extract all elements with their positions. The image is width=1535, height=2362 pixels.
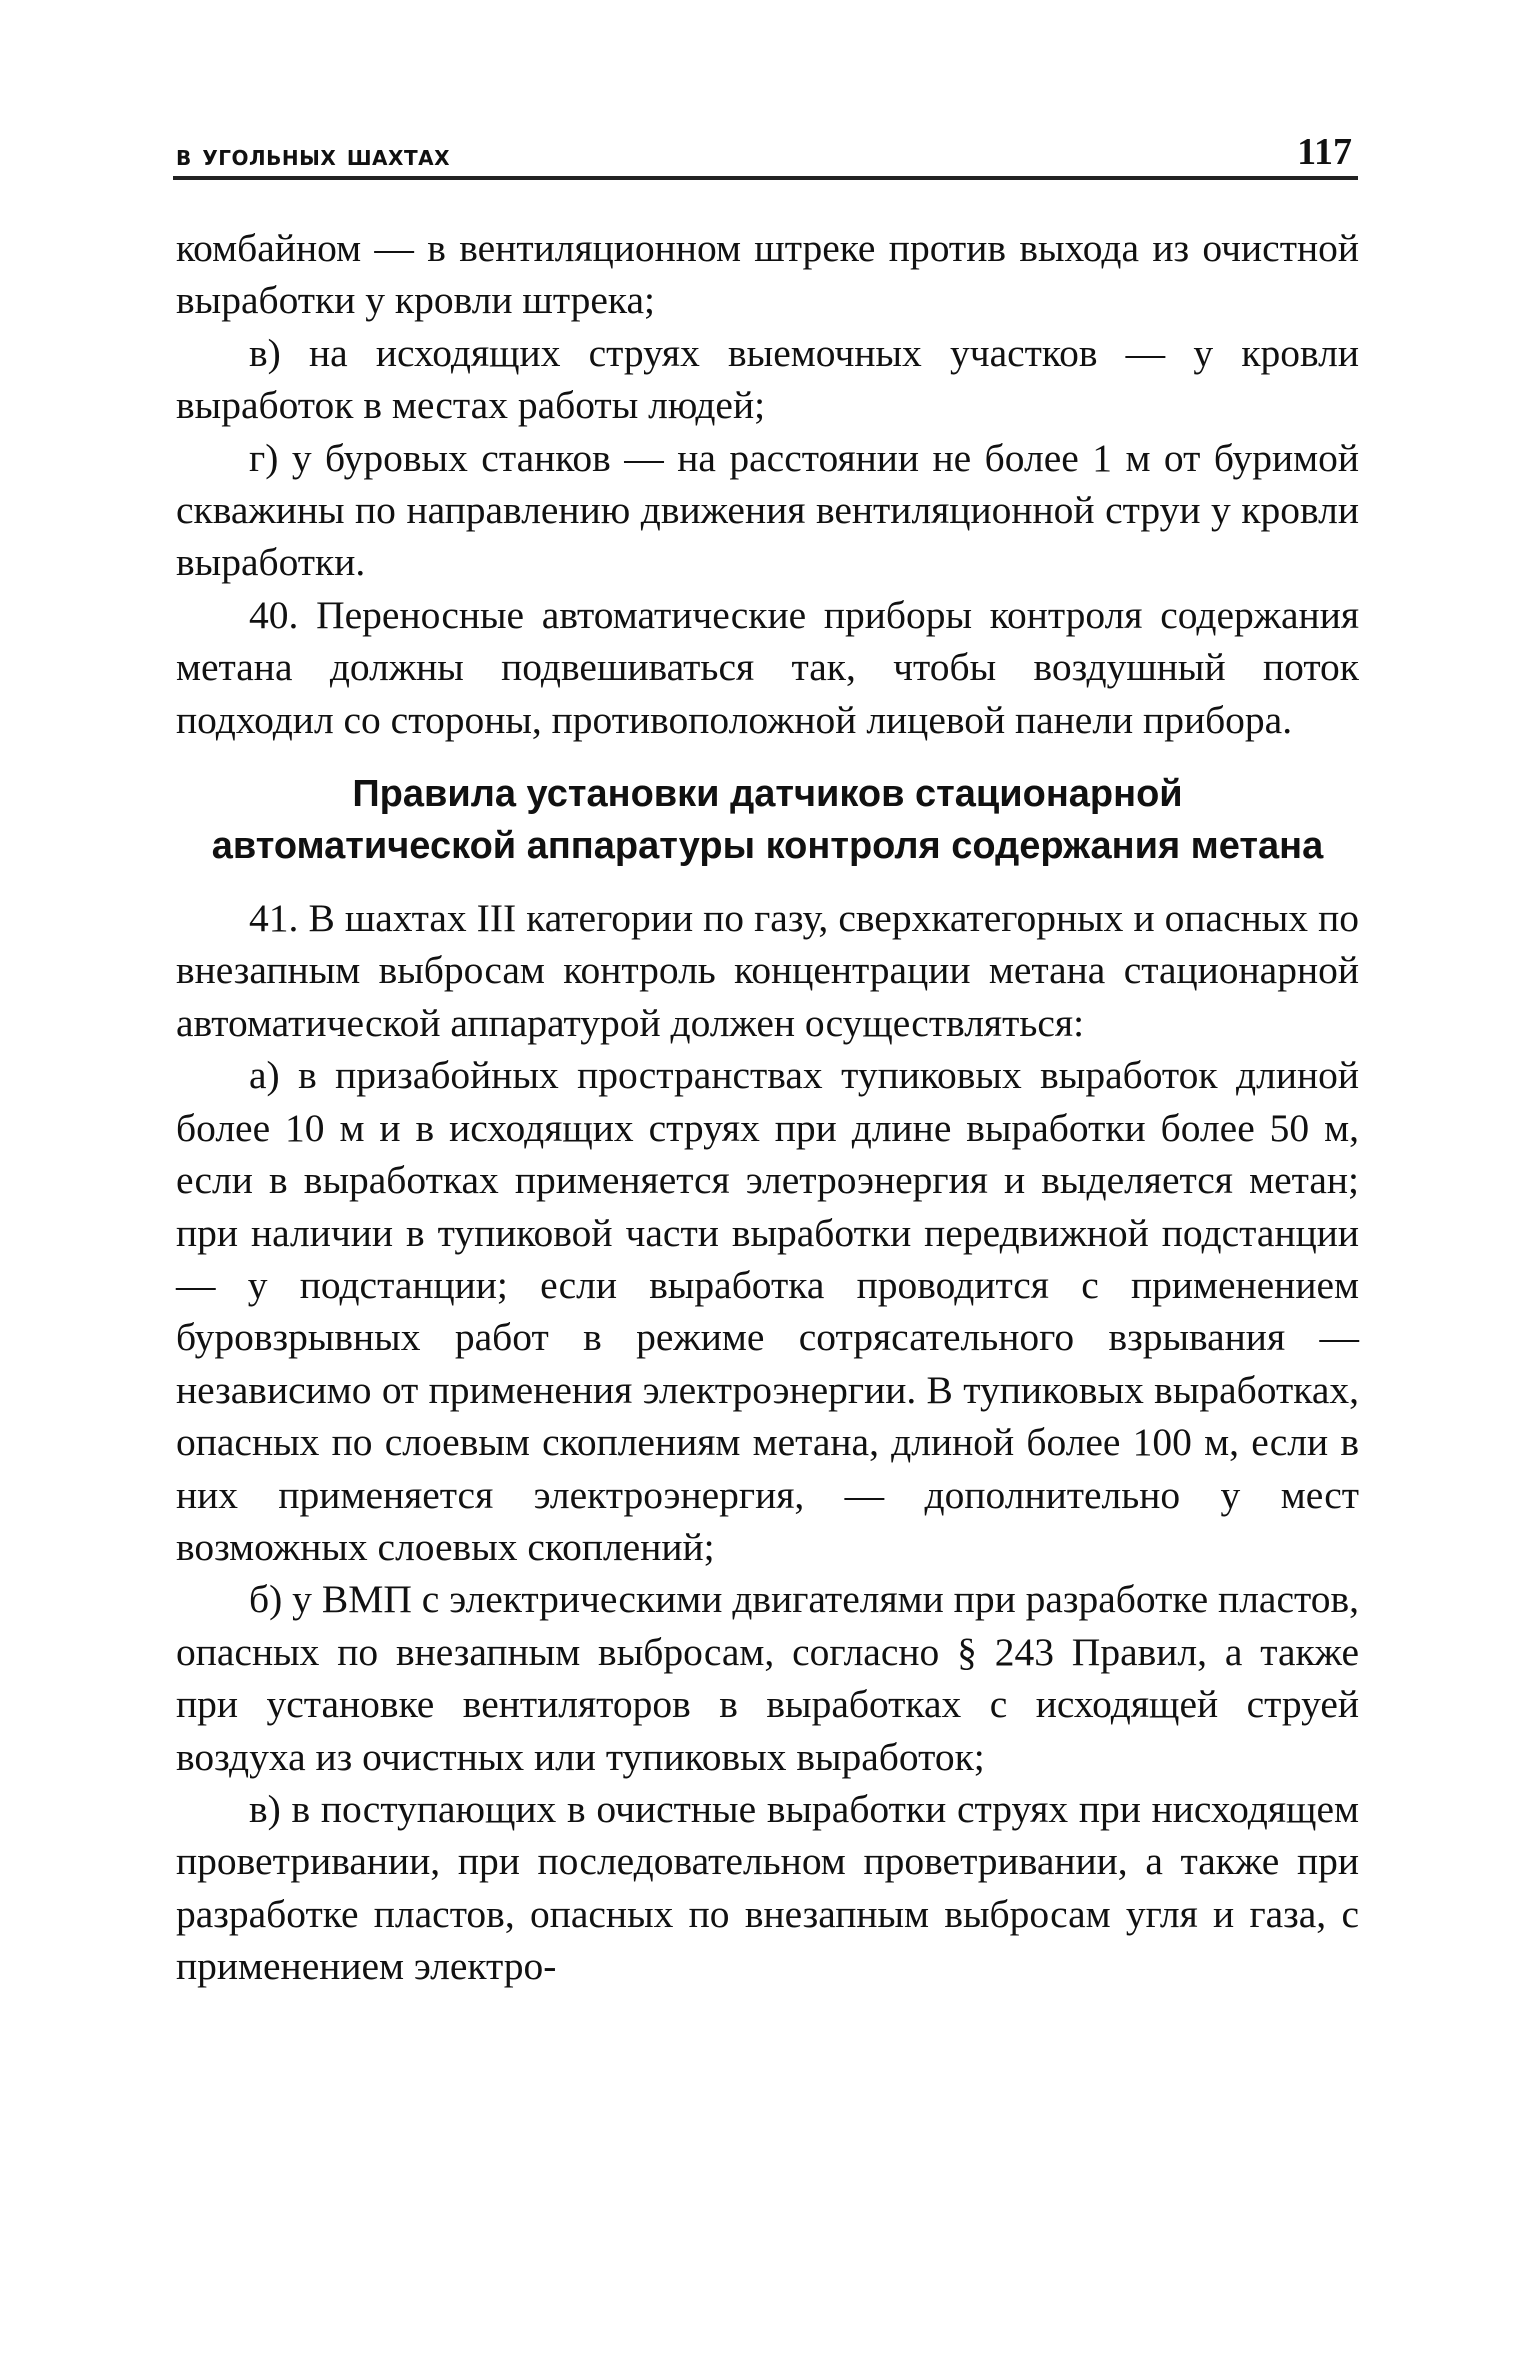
section-heading-line-1: Правила установки датчиков стационарной: [352, 773, 1183, 816]
section-heading-line-2: автоматической аппаратуры контроля содержания метана: [211, 825, 1324, 868]
paragraph-item-v: в) на исходящих струях выемочных участков — у кровли выработок в местах работы людей;: [176, 330, 1359, 428]
page-number: 117: [1297, 131, 1352, 173]
header-rule: [173, 176, 1358, 180]
body-text: [176, 222, 1359, 1993]
paragraph-item-a: а) в призабойных пространствах тупиковых выработок длиной более 10 м и в исходящих струях при длине выработки более 50 м, если в выработках применяется элетроэнергия и выделяется метан; при наличии в тупиковой части выработки передвижной подстанции — у подстанции; если выработка проводится с применением буровзрывных работ в режиме сотрясательного взрывания — независимо от применения электроэнергии. В тупиковых выработках, опасных по слоевым скоплениям метана, длиной более 100 м, если в них применяется электроэнергия, — дополнительно у мест возможных слоевых скоплений;: [176, 1053, 1359, 1569]
paragraph-item-g: г) у буровых станков — на расстоянии не более 1 м от буримой скважины по направлению движения вентиляционной струи у кровли выработки.: [176, 435, 1359, 585]
paragraph-item-b: б) у ВМП с электрическими двигателями при разработке пластов, опасных по внезапным выбросам, согласно § 243 Правил, а также при установке вентиляторов в выработках с исходящей струей воздуха из очистных или тупиковых выработок;: [176, 1577, 1359, 1779]
running-title: в угольных шахтах: [176, 138, 450, 172]
paragraph-intro: комбайном — в вентиляционном штреке против выхода из очистной выработки у кровли штрека;: [176, 226, 1359, 323]
running-header: [173, 128, 1358, 180]
paragraph-40: 40. Переносные автоматические приборы контроля содержания метана должны подвешиваться так, чтобы воздушный поток подходил со стороны, противоположной лицевой панели прибора.: [176, 592, 1359, 742]
paragraph-41: 41. В шахтах III категории по газу, сверхкатегорных и опасных по внезапным выбросам контроль концентрации метана стационарной автоматической аппаратурой должен осуществляться:: [176, 896, 1359, 1045]
paragraph-item-v2: в) в поступающих в очистные выработки струях при нисходящем проветривании, при последовательном проветривании, а также при разработке пластов, опасных по внезапным выбросам угля и газа, с применением электро-: [176, 1786, 1359, 1989]
section-heading: [176, 768, 1359, 872]
